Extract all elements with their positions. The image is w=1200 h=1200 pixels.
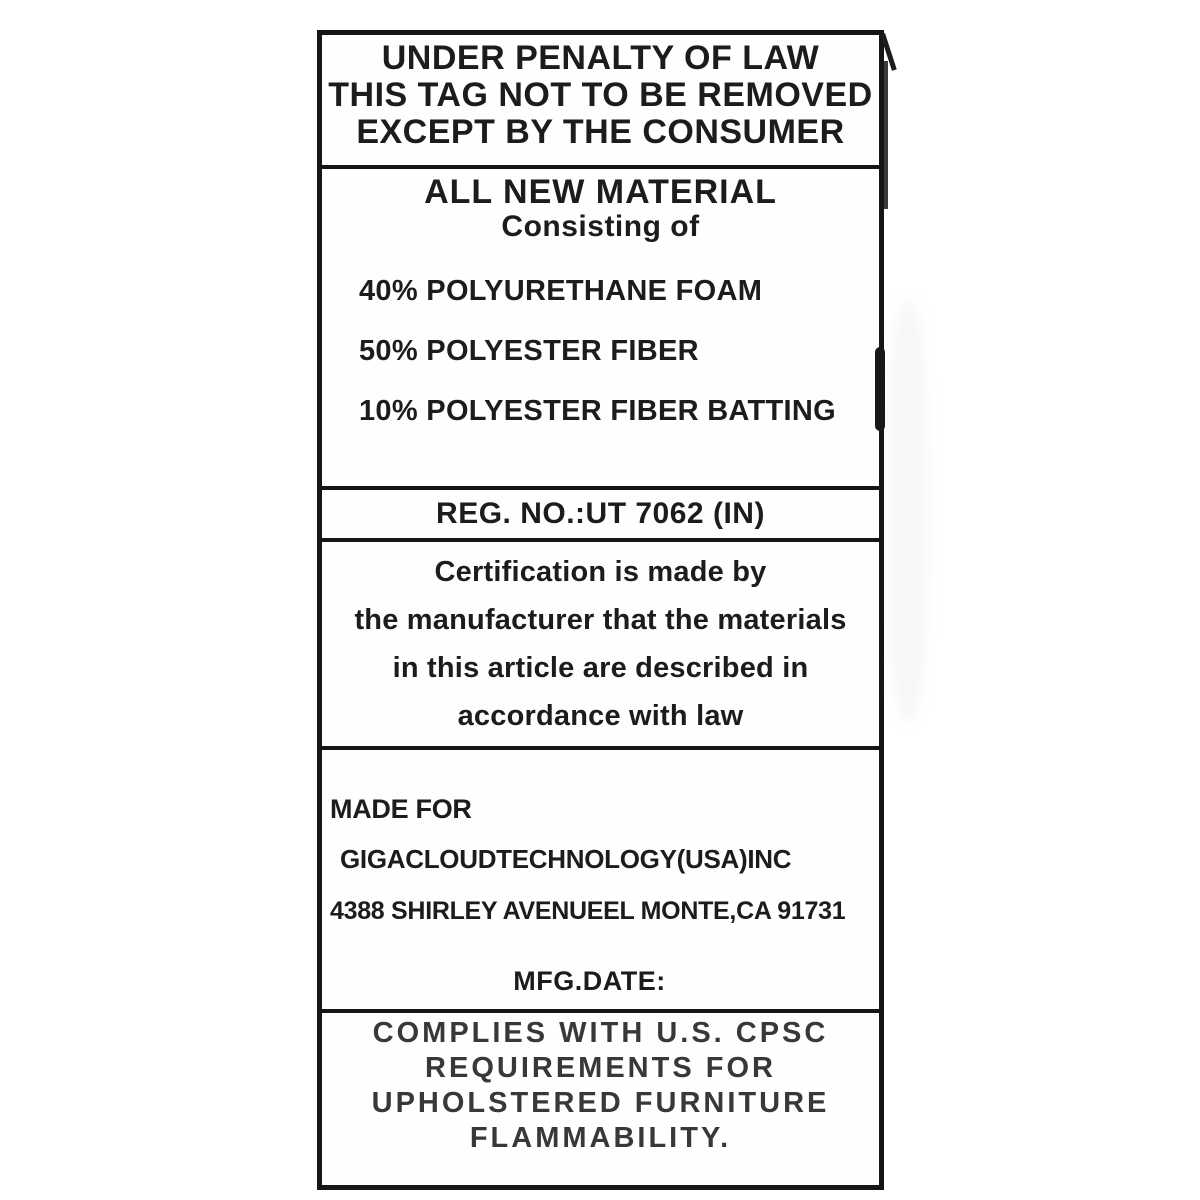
certification-line-4: accordance with law xyxy=(457,700,744,732)
scan-smudge xyxy=(888,300,928,720)
materials-list xyxy=(322,277,879,457)
reg-no-text: REG. NO.:UT 7062 (IN) xyxy=(436,497,765,530)
company-address: 4388 SHIRLEY AVENUEEL MONTE,CA 91731 xyxy=(330,897,846,925)
mfg-date-label: MFG.DATE: xyxy=(513,966,666,996)
compliance-line-1: COMPLIES WITH U.S. CPSC xyxy=(372,1017,829,1049)
material-item-2: 50% POLYESTER FIBER xyxy=(359,335,699,367)
compliance-line-4: FLAMMABILITY. xyxy=(469,1122,732,1154)
penalty-header-line-1: UNDER PENALTY OF LAW xyxy=(381,39,820,77)
material-item-3: 10% POLYESTER FIBER BATTING xyxy=(359,395,837,427)
penalty-header-section xyxy=(322,35,879,169)
materials-subtitle: Consisting of xyxy=(501,210,700,243)
compliance-section xyxy=(322,1013,879,1185)
certification-section xyxy=(322,542,879,750)
certification-line-3: in this article are described in xyxy=(392,652,809,684)
reg-no-section xyxy=(322,490,879,542)
material-item-1: 40% POLYURETHANE FOAM xyxy=(359,275,763,307)
penalty-header-line-3: EXCEPT BY THE CONSUMER xyxy=(356,113,845,151)
compliance-line-2: REQUIREMENTS FOR xyxy=(425,1052,776,1084)
penalty-header-line-2: THIS TAG NOT TO BE REMOVED xyxy=(328,76,873,114)
law-label xyxy=(317,30,884,1190)
compliance-line-3: UPHOLSTERED FURNITURE xyxy=(371,1087,830,1119)
made-for-section xyxy=(322,750,879,1013)
certification-line-2: the manufacturer that the materials xyxy=(354,604,847,636)
company-name: GIGACLOUDTECHNOLOGY(USA)INC xyxy=(340,844,792,874)
materials-section xyxy=(322,169,879,490)
certification-line-1: Certification is made by xyxy=(434,556,767,588)
scan-artifact-blob xyxy=(875,347,885,431)
scan-artifact-corner xyxy=(880,33,896,71)
made-for-label: MADE FOR xyxy=(330,794,472,824)
scan-artifact-edge-line xyxy=(884,61,888,209)
materials-title: ALL NEW MATERIAL xyxy=(424,173,777,211)
